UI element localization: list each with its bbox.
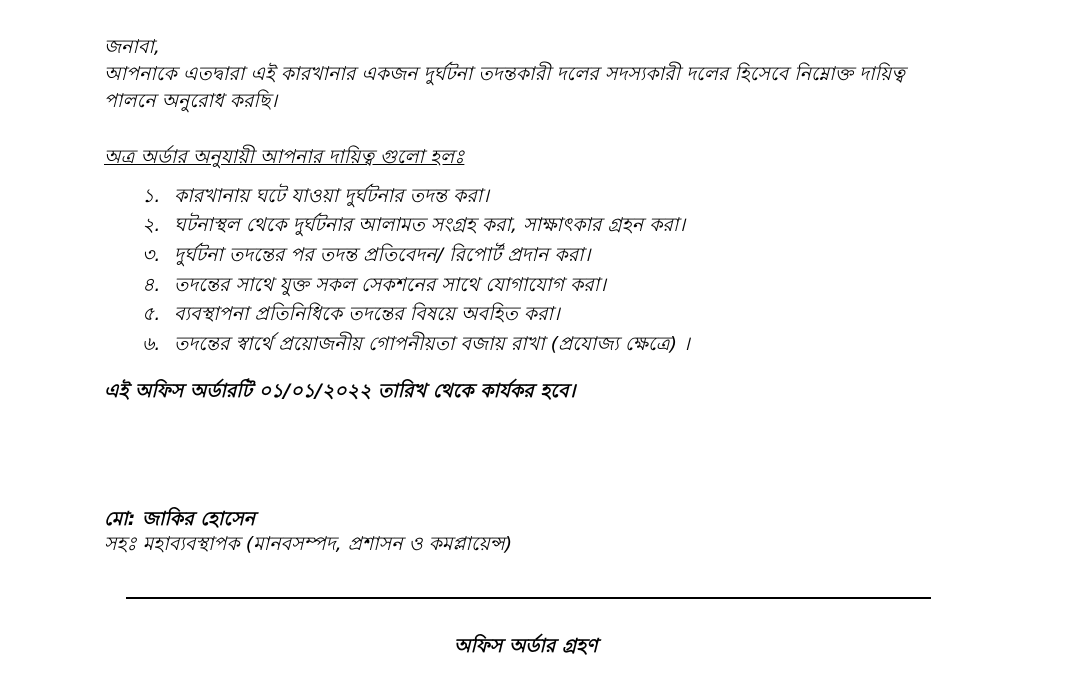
list-item (142, 272, 690, 302)
list-item (142, 213, 690, 243)
list-item (142, 183, 690, 213)
receipt-heading: অফিস অর্ডার গ্রহণ (454, 635, 598, 657)
signatory-name: মো: জাকির হোসেন (104, 508, 256, 530)
list-item (142, 242, 690, 272)
list-item-number: ৫. (142, 303, 161, 326)
signatory-title: সহঃ মহাব্যবস্থাপক (মানবসম্পদ, প্রশাসন ও কমপ্লায়েন্স) (104, 533, 513, 555)
list-item-number: ৪. (142, 273, 161, 296)
list-item (142, 331, 690, 361)
duties-list (142, 183, 690, 361)
list-item-text: ঘটনাস্থল থেকে দুর্ঘটনার আলামত সংগ্রহ করা, সাক্ষাৎকার গ্রহন করা। (174, 214, 686, 237)
body-text-line-1: আপনাকে এতদ্বারা এই কারখানার একজন দুর্ঘটনা তদন্তকারী দলের সদস্যকারী দলের হিসেবে নিম্নোক্ত দায়িত্ব (104, 63, 905, 85)
list-item-number: ১. (142, 184, 161, 207)
list-item-text: তদন্তের স্বার্থে প্রয়োজনীয় গোপনীয়তা বজায় রাখা (প্রযোজ্য ক্ষেত্রে) । (174, 332, 690, 355)
list-item-text: ব্যবস্থাপনা প্রতিনিধিকে তদন্তের বিষয়ে অবহিত করা। (174, 303, 560, 326)
list-item (142, 301, 690, 331)
salutation: জনাবা, (104, 36, 160, 58)
body-text-line-2: পালনে অনুরোধ করছি। (104, 90, 278, 112)
list-item-number: ৩. (142, 243, 161, 266)
list-item-text: কারখানায় ঘটে যাওয়া দুর্ঘটনার তদন্ত করা। (174, 184, 490, 207)
divider-line (126, 597, 931, 599)
list-item-text: দুর্ঘটনা তদন্তের পর তদন্ত প্রতিবেদন/ রিপোর্ট প্রদান করা। (174, 243, 591, 266)
list-item-text: তদন্তের সাথে যুক্ত সকল সেকশনের সাথে যোগাযোগ করা। (174, 273, 607, 296)
list-item-number: ৬. (142, 332, 161, 355)
duties-heading: অত্র অর্ডার অনুযায়ী আপনার দায়িত্ব গুলো হলঃ (104, 146, 465, 168)
list-item-number: ২. (142, 214, 161, 237)
effective-date-note: এই অফিস অর্ডারটি ০১/০১/২০২২ তারিখ থেকে কার্যকর হবে। (104, 380, 576, 402)
